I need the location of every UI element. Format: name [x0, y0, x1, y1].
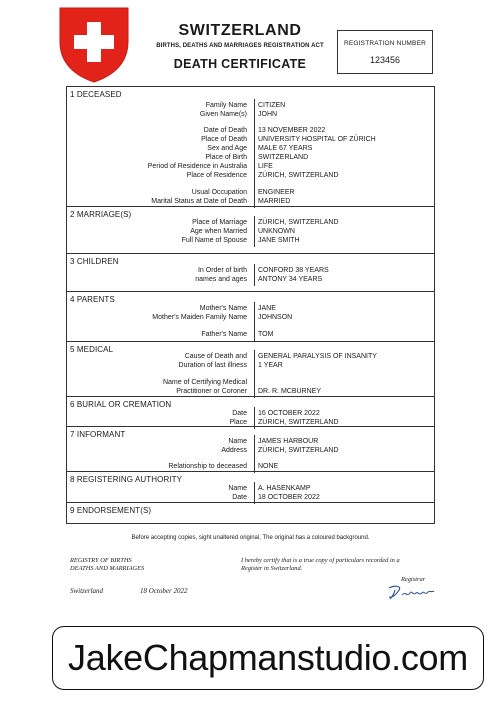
- field-row: [67, 236, 434, 245]
- field-label: names and ages: [195, 276, 247, 283]
- field-label: Father's Name: [201, 331, 247, 338]
- field-label: Sex and Age: [207, 145, 247, 152]
- field-row: [67, 144, 434, 153]
- section-9: [67, 503, 434, 525]
- field-value: UNIVERSITY HOSPITAL OF ZÜRICH: [258, 136, 376, 143]
- field-row: [67, 330, 434, 339]
- field-row: [67, 162, 434, 171]
- field-label: Practitioner or Coroner: [176, 388, 247, 395]
- field-value: GENERAL PARALYSIS OF INSANITY: [258, 353, 377, 360]
- registrar-label: Registrar: [401, 576, 426, 583]
- field-label: Place of Residence: [186, 172, 247, 179]
- registration-box: [337, 30, 433, 74]
- field-value: DR. R. MCBURNEY: [258, 388, 322, 395]
- act-subtitle: BIRTHS, DEATHS AND MARRIAGES REGISTRATION ACT: [156, 43, 324, 49]
- field-value: MALE 67 YEARS: [258, 145, 313, 152]
- field-label: Usual Occupation: [191, 189, 247, 196]
- field-row: [67, 446, 434, 455]
- field-label: Cause of Death and: [184, 353, 247, 360]
- field-value: 16 OCTOBER 2022: [258, 410, 320, 417]
- field-label: Date of Death: [203, 127, 247, 134]
- field-value: 13 NOVEMBER 2022: [258, 127, 326, 134]
- section-1: [67, 87, 434, 207]
- certificate-table: [66, 86, 435, 524]
- field-value: JANE SMITH: [258, 237, 300, 244]
- field-value: CITIZEN: [258, 102, 286, 109]
- field-row: [67, 197, 434, 206]
- field-value: 18 OCTOBER 2022: [258, 494, 320, 501]
- field-row: [67, 101, 434, 110]
- swiss-shield-emblem: [58, 6, 130, 84]
- section-heading: 8 REGISTERING AUTHORITY: [70, 475, 183, 484]
- field-row: [67, 304, 434, 313]
- field-value: JANE: [258, 305, 276, 312]
- field-value: ENGINEER: [258, 189, 295, 196]
- field-label: Age when Married: [190, 228, 247, 235]
- field-row: [67, 171, 434, 180]
- field-label: In Order of birth: [197, 267, 247, 274]
- field-label: Place of Birth: [205, 154, 247, 161]
- field-row: [67, 275, 434, 284]
- field-label: Place of Death: [201, 136, 247, 143]
- field-label: Given Name(s): [199, 111, 247, 118]
- section-4: [67, 292, 434, 342]
- field-row: [67, 266, 434, 275]
- field-row: [67, 462, 434, 471]
- field-value: LIFE: [258, 163, 273, 170]
- watermark-text: JakeChapmanstudio.com: [68, 637, 468, 678]
- field-row: [67, 409, 434, 418]
- section-3: [67, 254, 434, 292]
- field-value: ANTONY 34 YEARS: [258, 276, 323, 283]
- section-heading: 1 DECEASED: [70, 90, 122, 99]
- field-label: Place: [229, 419, 247, 426]
- section-heading: 7 INFORMANT: [70, 430, 126, 439]
- field-row: [67, 110, 434, 119]
- field-row: [67, 153, 434, 162]
- field-label: Date: [232, 410, 247, 417]
- field-value: CONFORD 38 YEARS: [258, 267, 329, 274]
- field-row: [67, 493, 434, 502]
- section-heading: 4 PARENTS: [70, 295, 115, 304]
- field-value: ZÜRICH, SWITZERLAND: [258, 447, 339, 454]
- field-value: JOHN: [258, 111, 278, 118]
- section-heading: 5 MEDICAL: [70, 345, 114, 354]
- field-row: [67, 387, 434, 396]
- section-8: [67, 472, 434, 503]
- section-6: [67, 397, 434, 427]
- field-label: Date: [232, 494, 247, 501]
- certify-line-2: Register in Switzerland.: [241, 565, 303, 572]
- registry-line-2: DEATHS AND MARRIAGES: [70, 565, 145, 572]
- field-value: JAMES HARBOUR: [258, 438, 319, 445]
- field-label: Marital Status at Date of Death: [151, 198, 247, 205]
- field-row: [67, 378, 434, 387]
- field-label: Mother's Maiden Family Name: [152, 314, 247, 321]
- field-label: Full Name of Spouse: [181, 237, 247, 244]
- field-label: Address: [221, 447, 247, 454]
- field-value: ZÜRICH, SWITZERLAND: [258, 419, 339, 426]
- section-heading: 9 ENDORSEMENT(S): [70, 506, 152, 515]
- field-row: [67, 361, 434, 370]
- field-label: Period of Residence in Australia: [147, 163, 247, 170]
- watermark-banner: [52, 626, 484, 690]
- field-value: ZÜRICH, SWITZERLAND: [258, 219, 339, 226]
- section-heading: 3 CHILDREN: [70, 257, 119, 266]
- field-label: Mother's Name: [199, 305, 247, 312]
- field-value: ZÜRICH, SWITZERLAND: [258, 172, 339, 179]
- country-title: SWITZERLAND: [178, 22, 302, 39]
- field-row: [67, 227, 434, 236]
- field-row: [67, 218, 434, 227]
- registry-line-1: REGISTRY OF BIRTHS: [70, 557, 132, 564]
- section-heading: 6 BURIAL OR CREMATION: [70, 400, 172, 409]
- field-label: Duration of last illness: [178, 362, 247, 369]
- field-row: [67, 188, 434, 197]
- field-value: JOHNSON: [258, 314, 293, 321]
- field-label: Place of Marriage: [192, 219, 247, 226]
- registration-number: 123456: [369, 55, 401, 65]
- section-2: [67, 207, 434, 254]
- field-value: A. HASENKAMP: [258, 485, 311, 492]
- registration-label: REGISTRATION NUMBER: [343, 40, 427, 47]
- document-title: DEATH CERTIFICATE: [173, 57, 307, 71]
- field-row: [67, 418, 434, 427]
- field-label: Relationship to deceased: [168, 463, 247, 470]
- field-value: SWITZERLAND: [258, 154, 309, 161]
- field-row: [67, 484, 434, 493]
- section-7: [67, 427, 434, 472]
- certify-line-1: I hereby certify that is a true copy of particulars recorded in a: [241, 557, 400, 564]
- field-value: UNKNOWN: [258, 228, 295, 235]
- field-row: [67, 352, 434, 361]
- field-value: 1 YEAR: [258, 362, 283, 369]
- field-value: NONE: [258, 463, 279, 470]
- authenticity-note: Before accepting copies, sight unaltered original, The original has a coloured background.: [131, 535, 370, 541]
- field-row: [67, 135, 434, 144]
- section-heading: 2 MARRIAGE(S): [70, 210, 132, 219]
- field-label: Name of Certifying Medical: [162, 379, 247, 386]
- field-row: [67, 313, 434, 322]
- field-value: MARRIED: [258, 198, 291, 205]
- footer-date: 18 October 2022: [140, 587, 188, 595]
- field-value: TOM: [258, 331, 274, 338]
- section-5: [67, 342, 434, 397]
- field-row: [67, 126, 434, 135]
- field-label: Name: [228, 485, 247, 492]
- registrar-signature: [386, 584, 436, 602]
- footer-place: Switzerland: [70, 587, 104, 595]
- field-label: Name: [228, 438, 247, 445]
- field-label: Family Name: [205, 102, 247, 109]
- field-row: [67, 437, 434, 446]
